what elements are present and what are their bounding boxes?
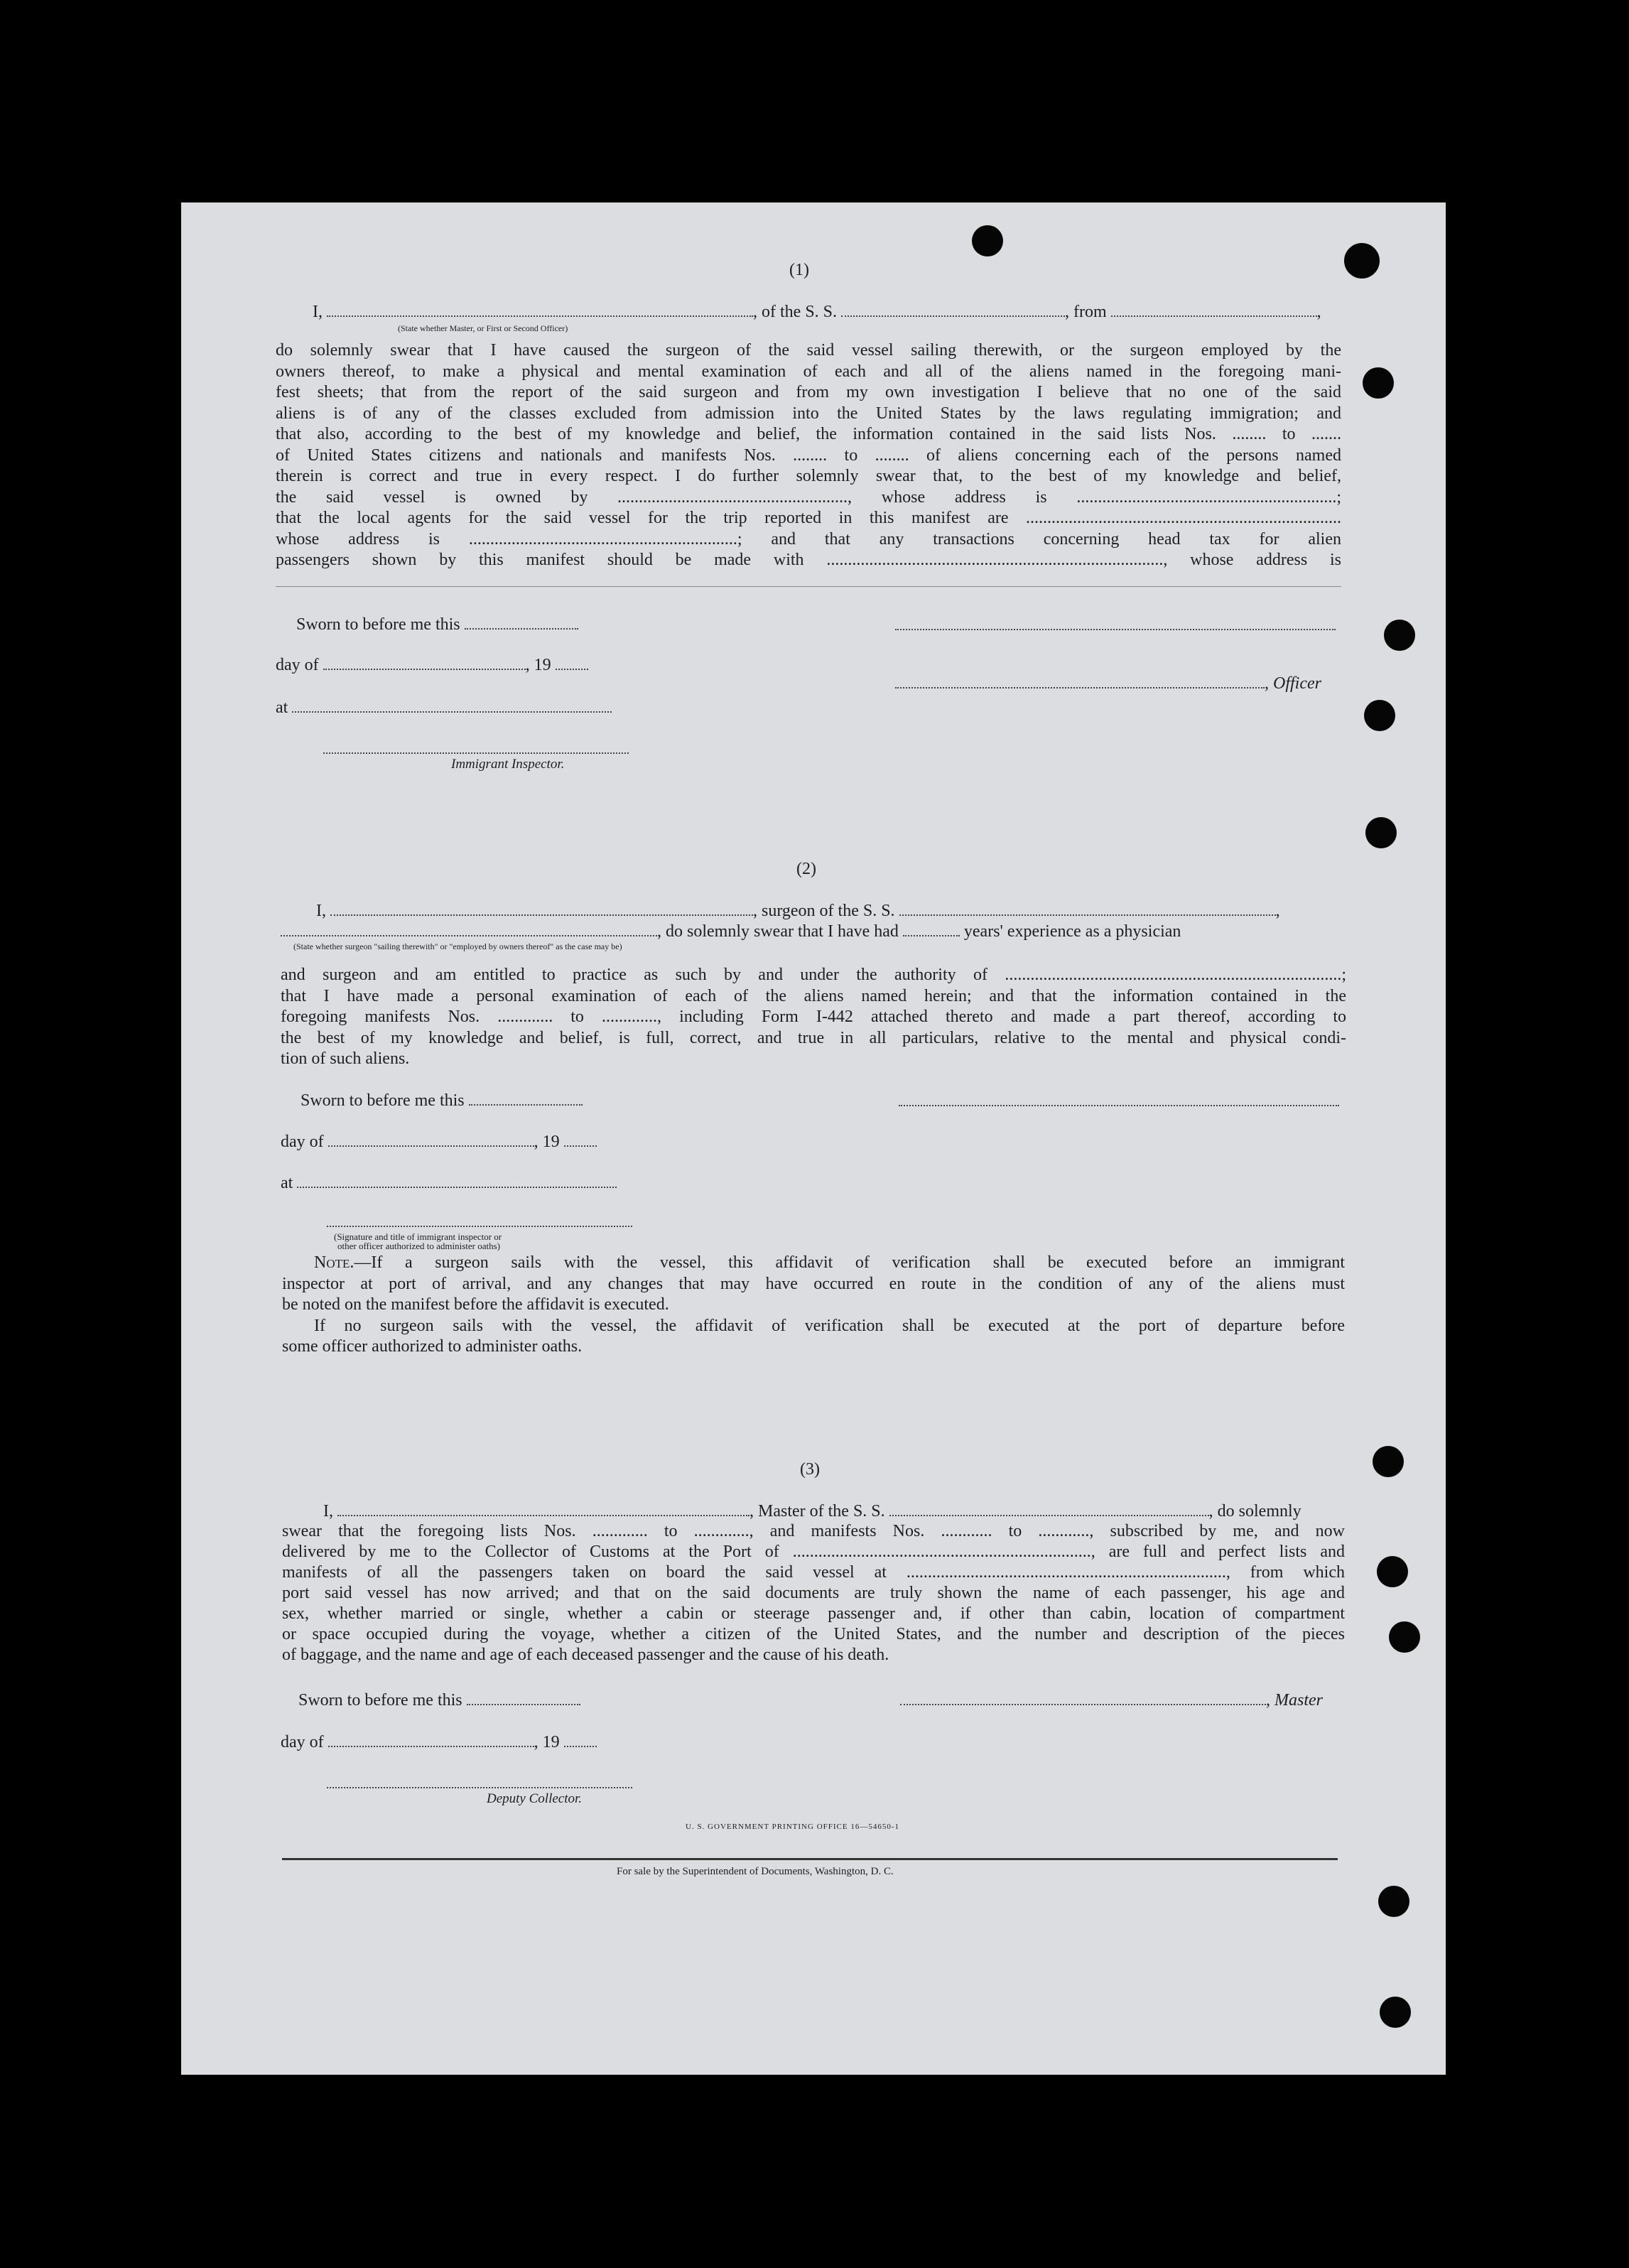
of-ss-label: , of the S. S. [753, 303, 838, 321]
master-signature-field[interactable] [900, 1691, 1266, 1705]
oath-line: or space occupied during the voyage, whether a citizen of the United States, and the number and description of the pieces [282, 1625, 1345, 1643]
oath-line: that also, according to the best of my knowledge and belief, the information contained in the said lists Nos. ........ to ....... [276, 425, 1341, 443]
oath-line: whose address is ...............................................................; and that any transactions concerning head tax for alien [276, 529, 1341, 549]
officer-title-field[interactable] [895, 674, 1265, 688]
sworn-day-field[interactable] [469, 1091, 583, 1106]
section-2-number: (2) [796, 860, 816, 878]
binder-hole-icon [1364, 700, 1395, 731]
sworn-label: Sworn to before me this [296, 615, 460, 634]
signature-hint-2: other officer authorized to administer oaths) [337, 1241, 500, 1251]
surgeon-hint: (State whether surgeon "sailing therewith" or "employed by owners thereof" as the case may be) [293, 941, 622, 951]
year-field[interactable] [564, 1133, 597, 1147]
footer-rule [282, 1858, 1338, 1860]
day-of-field[interactable] [328, 1733, 534, 1747]
manifest-page [181, 202, 1446, 2075]
years-field[interactable] [903, 922, 960, 936]
oath-line: fest sheets; that from the report of the said surgeon and from my own investigation I believe that no one of the said [276, 383, 1341, 401]
year-label: , 19 [525, 656, 551, 674]
oath-line: that the local agents for the said vessel for the trip reported in this manifest are .......................................................................... [276, 509, 1341, 527]
oath-line: aliens is of any of the classes excluded from admission into the United States by the laws regulating immigration; and [276, 404, 1341, 423]
section-1-opening-line: I, , of the S. S. , from , [313, 303, 1321, 321]
sworn-line-3 [298, 1690, 580, 1710]
day-of-field[interactable] [328, 1133, 534, 1147]
day-of-label: day of [281, 1133, 324, 1151]
oath-line: of United States citizens and nationals and manifests Nos. ........ to ........ of aliens concerning each of the persons named [276, 446, 1341, 465]
master-signature-line [900, 1690, 1323, 1710]
oath-line: the said vessel is owned by ......................................................, whose address is .............................................................; [276, 487, 1341, 507]
note-line: some officer authorized to administer oaths. [282, 1337, 583, 1356]
i-label: I, [313, 303, 323, 321]
immigrant-inspector-caption: Immigrant Inspector. [451, 757, 565, 772]
from-port-field[interactable] [1111, 303, 1317, 317]
sworn-day-field[interactable] [465, 615, 578, 630]
section-1-divider [276, 586, 1341, 587]
day-of-line-3 [281, 1732, 597, 1752]
officer-label: , Officer [1265, 674, 1321, 693]
do-solemnly-label: , do solemnly [1208, 1502, 1301, 1521]
at-line-2 [281, 1173, 617, 1193]
day-of-line-2 [281, 1132, 597, 1152]
sworn-label: Sworn to before me this [298, 1691, 462, 1710]
sworn-label: Sworn to before me this [301, 1091, 465, 1110]
binder-hole-icon [1380, 1997, 1411, 2028]
day-of-label: day of [276, 656, 319, 674]
oath-line: passengers shown by this manifest should be made with ..............................................................................., whose address is [276, 551, 1341, 569]
surgeon-signature-line[interactable] [899, 1105, 1339, 1106]
officer-hint: (State whether Master, or First or Second Officer) [398, 323, 568, 333]
year-field[interactable] [564, 1733, 597, 1747]
deputy-collector-caption: Deputy Collector. [487, 1791, 583, 1806]
oath-line: foregoing manifests Nos. ............. to ............., including Form I-442 attached thereto and made a part thereof, according to [281, 1008, 1346, 1026]
at-label: at [281, 1174, 293, 1192]
section-2-opening-line: I, , surgeon of the S. S. , [316, 902, 1280, 920]
year-label: , 19 [534, 1733, 560, 1751]
master-label: , Master [1266, 1691, 1323, 1710]
for-sale-line: For sale by the Superintendent of Documents, Washington, D. C. [617, 1866, 894, 1877]
oath-line: the best of my knowledge and belief, is full, correct, and true in all particulars, relative to the mental and physical condi- [281, 1028, 1346, 1047]
at-field[interactable] [297, 1174, 617, 1188]
day-of-line-1 [276, 655, 588, 675]
oath-line: swear that the foregoing lists Nos. ............. to ............., and manifests Nos. ............ to ............, subscribed by me, and now [282, 1522, 1345, 1540]
day-of-field[interactable] [323, 656, 526, 670]
note-line: be noted on the manifest before the affidavit is executed. [282, 1295, 669, 1314]
note-line: If no surgeon sails with the vessel, the affidavit of verification shall be executed at the port of departure before [314, 1316, 1345, 1335]
surgeon-name-field[interactable] [330, 902, 753, 916]
oath-line: delivered by me to the Collector of Customs at the Port of ......................................................................, are full and perfect lists and [282, 1543, 1345, 1561]
section-3-opening-line [323, 1501, 1301, 1521]
printing-office-line: U. S. GOVERNMENT PRINTING OFFICE 16—54650-1 [686, 1822, 900, 1831]
do-swear-label: , do solemnly swear that I have had [657, 922, 899, 941]
section-3-number: (3) [800, 1460, 820, 1479]
note-line: inspector at port of arrival, and any changes that may have occurred en route in the condition of any of the aliens must [282, 1274, 1345, 1293]
binder-hole-icon [972, 225, 1003, 256]
section-2-oath-text [281, 965, 1346, 1070]
section-1-number: (1) [789, 261, 809, 279]
section-1-oath-text [276, 340, 1341, 571]
i-label: I, [316, 902, 326, 920]
signature-hint-1: (Signature and title of immigrant inspector or [334, 1231, 502, 1242]
day-of-label: day of [281, 1733, 324, 1751]
oath-line: owners thereof, to make a physical and mental examination of each and all of the aliens named in the foregoing mani- [276, 362, 1341, 381]
oath-line: port said vessel has now arrived; and that on the said documents are truly shown the name of each passenger, his age and [282, 1584, 1345, 1602]
officer-signature-line[interactable] [895, 629, 1336, 630]
oath-line: do solemnly swear that I have caused the surgeon of the said vessel sailing therewith, or the surgeon employed by the [276, 341, 1341, 360]
surgeon-vessel-field[interactable] [899, 902, 1276, 916]
section-2-second-line [281, 922, 1181, 941]
oath-line: sex, whether married or single, whether a cabin or steerage passenger and, if other than cabin, location of compartment [282, 1604, 1345, 1623]
sworn-line-1 [296, 615, 578, 634]
oath-line: therein is correct and true in every respect. I do further solemnly swear that, to the best of my knowledge and belief, [276, 467, 1341, 485]
oath-line: manifests of all the passengers taken on board the said vessel at ..........................................................................., from which [282, 1563, 1345, 1582]
at-line-1 [276, 698, 612, 718]
binder-hole-icon [1377, 1556, 1408, 1587]
sworn-day-field[interactable] [467, 1691, 580, 1705]
at-label: at [276, 698, 288, 717]
officer-title-line [895, 674, 1321, 693]
year-field[interactable] [556, 656, 588, 670]
note-label: Note. [314, 1253, 355, 1272]
vessel-name-field[interactable] [841, 303, 1065, 317]
oath-line: that I have made a personal examination of each of the aliens named herein; and that the information contained in the [281, 986, 1346, 1005]
sworn-line-2 [301, 1091, 583, 1111]
binder-hole-icon [1378, 1886, 1409, 1917]
oath-line: tion of such aliens. [281, 1049, 410, 1068]
years-experience-label: years' experience as a physician [963, 922, 1181, 941]
at-field[interactable] [292, 698, 612, 713]
surgeon-status-field[interactable] [281, 922, 657, 936]
binder-hole-icon [1384, 620, 1415, 651]
note-line: —If a surgeon sails with the vessel, this affidavit of verification shall be executed before an immigrant [354, 1253, 1345, 1272]
master-vessel-field[interactable] [889, 1502, 1209, 1516]
oath-line: and surgeon and am entitled to practice as such by and under the authority of ...............................................................................; [281, 966, 1346, 984]
oath-line: of baggage, and the name and age of each deceased passenger and the cause of his death. [282, 1646, 889, 1664]
section-3-oath-text [282, 1521, 1345, 1665]
authorized-officer-signature-line[interactable] [327, 1226, 632, 1227]
from-label: , from [1065, 303, 1107, 321]
year-label: , 19 [534, 1133, 560, 1151]
deputy-collector-signature-line[interactable] [327, 1787, 632, 1788]
i-label: I, [323, 1502, 333, 1521]
binder-hole-icon [1344, 243, 1380, 279]
surgeon-of-label: , surgeon of the S. S. [753, 902, 895, 920]
binder-hole-icon [1363, 367, 1394, 399]
inspector-signature-line[interactable] [323, 752, 629, 754]
master-of-label: , Master of the S. S. [749, 1502, 885, 1521]
binder-hole-icon [1365, 817, 1397, 848]
binder-hole-icon [1389, 1621, 1420, 1653]
master-name-field[interactable] [337, 1502, 749, 1516]
section-2-note [282, 1253, 1345, 1358]
binder-hole-icon [1373, 1446, 1404, 1477]
officer-name-field[interactable] [327, 303, 753, 317]
